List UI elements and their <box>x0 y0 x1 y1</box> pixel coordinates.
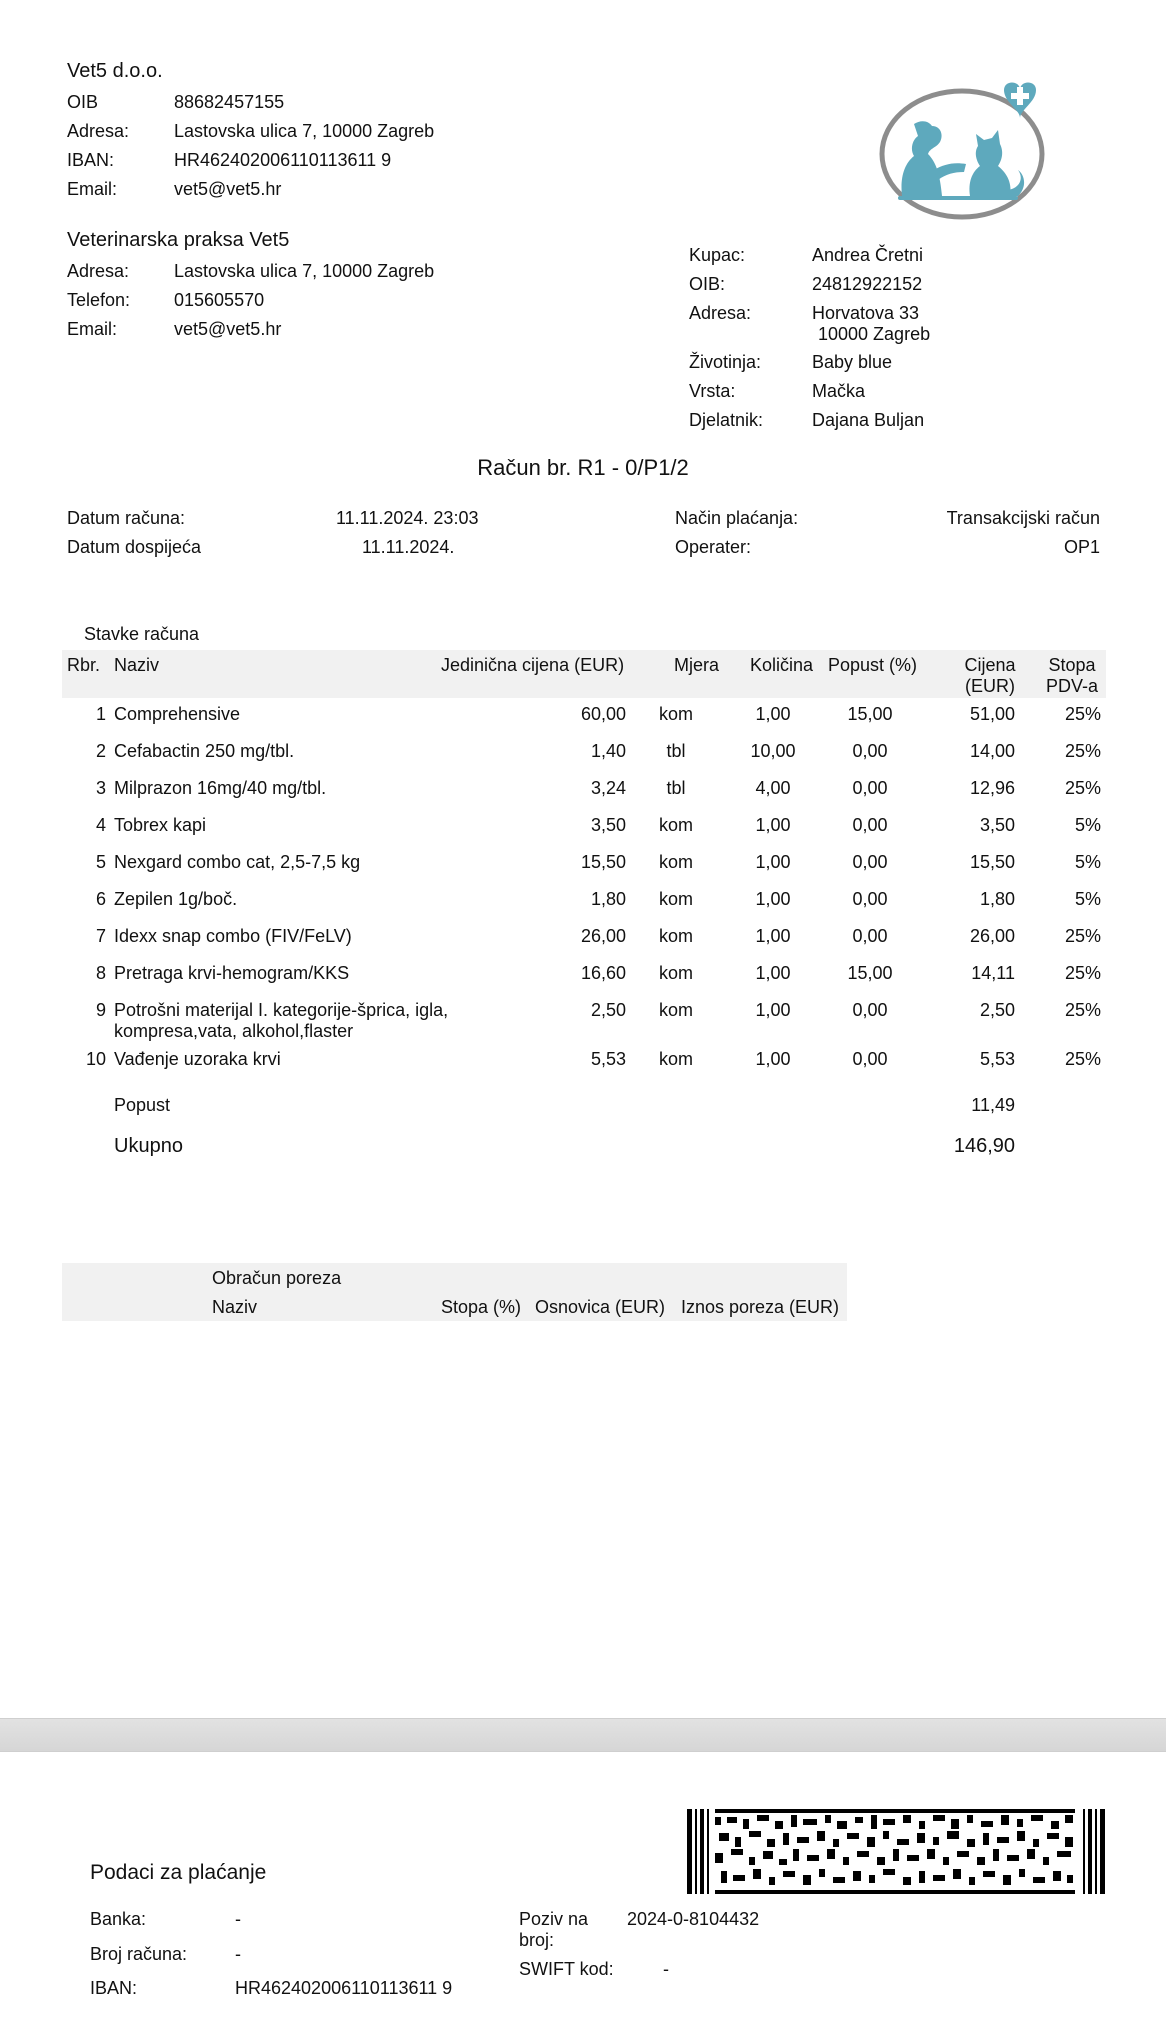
header-rbr: Rbr. <box>67 655 101 675</box>
payment-iban-label: IBAN: <box>90 1978 138 1998</box>
row-quantity: 4,00 <box>755 778 791 798</box>
row-price: 14,00 <box>969 741 1015 761</box>
header-discount: Popust (%) <box>828 655 918 675</box>
customer-address-label: Adresa: <box>689 303 752 323</box>
row-vat: 25% <box>1064 1049 1101 1069</box>
row-discount: 0,00 <box>852 741 888 761</box>
customer-species: Mačka <box>812 381 866 401</box>
row-quantity: 1,00 <box>755 963 791 983</box>
row-quantity: 1,00 <box>755 815 791 835</box>
customer-animal-label: Životinja: <box>689 352 762 372</box>
row-measure: kom <box>658 889 693 909</box>
row-discount: 0,00 <box>852 778 888 798</box>
row-vat: 5% <box>1074 852 1101 872</box>
payment-bank-label: Banka: <box>90 1909 147 1929</box>
row-naziv: Comprehensive <box>114 704 241 724</box>
header-unit-price: Jedinična cijena (EUR) <box>441 655 625 675</box>
row-rbr: 7 <box>95 926 106 946</box>
customer-species-label: Vrsta: <box>689 381 736 401</box>
tax-table-title: Obračun poreza <box>212 1268 342 1288</box>
tax-col-base: Osnovica (EUR) <box>535 1297 666 1317</box>
invoice-operator: OP1 <box>1063 537 1100 557</box>
discount-total-label: Popust <box>114 1095 171 1115</box>
row-vat: 25% <box>1064 1000 1101 1020</box>
row-naziv: Zepilen 1g/boč. <box>114 889 238 909</box>
row-vat: 5% <box>1074 889 1101 909</box>
row-measure: kom <box>658 852 693 872</box>
invoice-title: Račun br. R1 - 0/P1/2 <box>477 455 689 480</box>
company-email-label: Email: <box>67 179 118 199</box>
row-measure: tbl <box>666 741 686 761</box>
invoice-due-label: Datum dospijeća <box>67 537 202 557</box>
company-name: Vet5 d.o.o. <box>67 60 163 82</box>
row-discount: 15,00 <box>847 963 893 983</box>
company-oib: 88682457155 <box>174 92 285 112</box>
row-quantity: 1,00 <box>755 1000 791 1020</box>
row-unit-price: 3,50 <box>590 815 626 835</box>
invoice-date-label: Datum računa: <box>67 508 186 528</box>
tax-col-amount: Iznos poreza (EUR) <box>681 1297 840 1317</box>
tax-col-name: Naziv <box>212 1297 258 1317</box>
practice-email-label: Email: <box>67 319 118 339</box>
row-unit-price: 1,40 <box>590 741 626 761</box>
row-naziv: Tobrex kapi <box>114 815 207 835</box>
row-unit-price: 2,50 <box>590 1000 626 1020</box>
customer-animal: Baby blue <box>812 352 893 372</box>
customer-oib: 24812922152 <box>812 274 923 294</box>
row-rbr: 2 <box>95 741 106 761</box>
row-rbr: 8 <box>95 963 106 983</box>
row-naziv: Milprazon 16mg/40 mg/tbl. <box>114 778 327 798</box>
row-discount: 15,00 <box>847 704 893 724</box>
practice-address-label: Adresa: <box>67 261 130 281</box>
row-measure: kom <box>658 1049 693 1069</box>
company-oib-label: OIB <box>67 92 99 112</box>
row-measure: tbl <box>666 778 686 798</box>
row-quantity: 1,00 <box>755 1049 791 1069</box>
company-iban-label: IBAN: <box>67 150 115 170</box>
invoice-payment: Transakcijski račun <box>946 508 1100 528</box>
row-price: 14,11 <box>971 963 1015 983</box>
row-rbr: 9 <box>95 1000 106 1020</box>
row-naziv: Potrošni materijal I. kategorije-šprica, igla, <box>114 1000 449 1020</box>
row-discount: 0,00 <box>852 815 888 835</box>
row-vat: 25% <box>1064 704 1101 724</box>
row-rbr: 5 <box>95 852 106 872</box>
payment-reference-label-line1: Poziv na <box>519 1909 589 1929</box>
row-measure: kom <box>658 963 693 983</box>
header-price-line1: Cijena <box>964 655 1016 675</box>
row-quantity: 1,00 <box>755 926 791 946</box>
invoice-operator-label: Operater: <box>675 537 752 557</box>
practice-name: Veterinarska praksa Vet5 <box>67 229 290 251</box>
invoice-payment-label: Način plaćanja: <box>675 508 799 528</box>
row-unit-price: 3,24 <box>590 778 626 798</box>
row-vat: 25% <box>1064 741 1101 761</box>
customer-buyer-label: Kupac: <box>689 245 746 265</box>
tax-col-rate: Stopa (%) <box>441 1297 522 1317</box>
company-address-label: Adresa: <box>67 121 130 141</box>
header-vat-line1: Stopa <box>1048 655 1096 675</box>
row-measure: kom <box>658 815 693 835</box>
row-measure: kom <box>658 926 693 946</box>
payment-account-label: Broj računa: <box>90 1944 188 1964</box>
row-discount: 0,00 <box>852 1000 888 1020</box>
row-price: 51,00 <box>969 704 1015 724</box>
row-naziv: Nexgard combo cat, 2,5-7,5 kg <box>114 852 361 872</box>
customer-employee: Dajana Buljan <box>812 410 925 430</box>
row-price: 12,96 <box>969 778 1015 798</box>
company-address: Lastovska ulica 7, 10000 Zagreb <box>174 121 435 141</box>
practice-phone-label: Telefon: <box>67 290 131 310</box>
row-naziv: Cefabactin 250 mg/tbl. <box>114 741 295 761</box>
row-rbr: 4 <box>95 815 106 835</box>
customer-employee-label: Djelatnik: <box>689 410 764 430</box>
row-quantity: 1,00 <box>755 704 791 724</box>
row-vat: 25% <box>1064 963 1101 983</box>
practice-email: vet5@vet5.hr <box>174 319 282 339</box>
payment-reference: 2024-0-8104432 <box>627 1909 760 1929</box>
payment-title: Podaci za plaćanje <box>90 1861 267 1884</box>
row-naziv: Pretraga krvi-hemogram/KKS <box>114 963 350 983</box>
row-price: 26,00 <box>969 926 1015 946</box>
row-unit-price: 16,60 <box>580 963 626 983</box>
discount-total: 11,49 <box>971 1095 1015 1115</box>
row-unit-price: 5,53 <box>590 1049 626 1069</box>
row-quantity: 10,00 <box>750 741 796 761</box>
row-vat: 25% <box>1064 778 1101 798</box>
barcode-icon <box>687 1809 1105 1894</box>
row-discount: 0,00 <box>852 1049 888 1069</box>
company-iban: HR462402006110113611 9 <box>174 150 392 170</box>
row-vat: 5% <box>1074 815 1101 835</box>
row-discount: 0,00 <box>852 889 888 909</box>
row-price: 3,50 <box>979 815 1015 835</box>
payment-iban: HR462402006110113611 9 <box>235 1978 453 1998</box>
payment-reference-label-line2: broj: <box>519 1930 555 1950</box>
practice-phone: 015605570 <box>174 290 265 310</box>
row-rbr: 3 <box>95 778 106 798</box>
invoice-due: 11.11.2024. <box>362 537 455 557</box>
practice-address: Lastovska ulica 7, 10000 Zagreb <box>174 261 435 281</box>
row-price: 2,50 <box>979 1000 1015 1020</box>
page-divider <box>0 1718 1166 1752</box>
header-price-line2: (EUR) <box>965 676 1015 696</box>
company-email: vet5@vet5.hr <box>174 179 282 199</box>
row-unit-price: 15,50 <box>580 852 626 872</box>
header-vat-line2: PDV-a <box>1045 676 1099 696</box>
row-price: 1,80 <box>979 889 1015 909</box>
row-quantity: 1,00 <box>755 852 791 872</box>
invoice-date: 11.11.2024. 23:03 <box>336 508 479 528</box>
customer-buyer: Andrea Čretni <box>812 245 924 265</box>
row-rbr: 6 <box>95 889 106 909</box>
grand-total: 146,90 <box>953 1135 1015 1157</box>
row-measure: kom <box>658 1000 693 1020</box>
payment-bank: - <box>235 1909 241 1929</box>
header-measure: Mjera <box>674 655 720 675</box>
payment-swift-label: SWIFT kod: <box>519 1959 614 1979</box>
row-discount: 0,00 <box>852 926 888 946</box>
row-naziv-line2: kompresa,vata, alkohol,flaster <box>114 1021 354 1041</box>
row-naziv: Idexx snap combo (FIV/FeLV) <box>114 926 352 946</box>
customer-oib-label: OIB: <box>689 274 726 294</box>
customer-address-line1: Horvatova 33 <box>812 303 920 323</box>
row-unit-price: 1,80 <box>590 889 626 909</box>
row-price: 15,50 <box>969 852 1015 872</box>
row-unit-price: 60,00 <box>580 704 626 724</box>
row-rbr: 10 <box>85 1049 106 1069</box>
row-unit-price: 26,00 <box>580 926 626 946</box>
row-measure: kom <box>658 704 693 724</box>
row-discount: 0,00 <box>852 852 888 872</box>
header-quantity: Količina <box>750 655 814 675</box>
header-naziv: Naziv <box>114 655 160 675</box>
customer-address-line2: 10000 Zagreb <box>818 324 931 344</box>
row-vat: 25% <box>1064 926 1101 946</box>
vet-logo-icon <box>874 78 1050 224</box>
row-price: 5,53 <box>979 1049 1015 1069</box>
row-quantity: 1,00 <box>755 889 791 909</box>
row-rbr: 1 <box>95 704 106 724</box>
items-section-title: Stavke računa <box>84 624 200 644</box>
grand-total-label: Ukupno <box>114 1135 183 1157</box>
payment-account: - <box>235 1944 241 1964</box>
payment-swift: - <box>663 1959 669 1979</box>
row-naziv: Vađenje uzoraka krvi <box>114 1049 281 1069</box>
